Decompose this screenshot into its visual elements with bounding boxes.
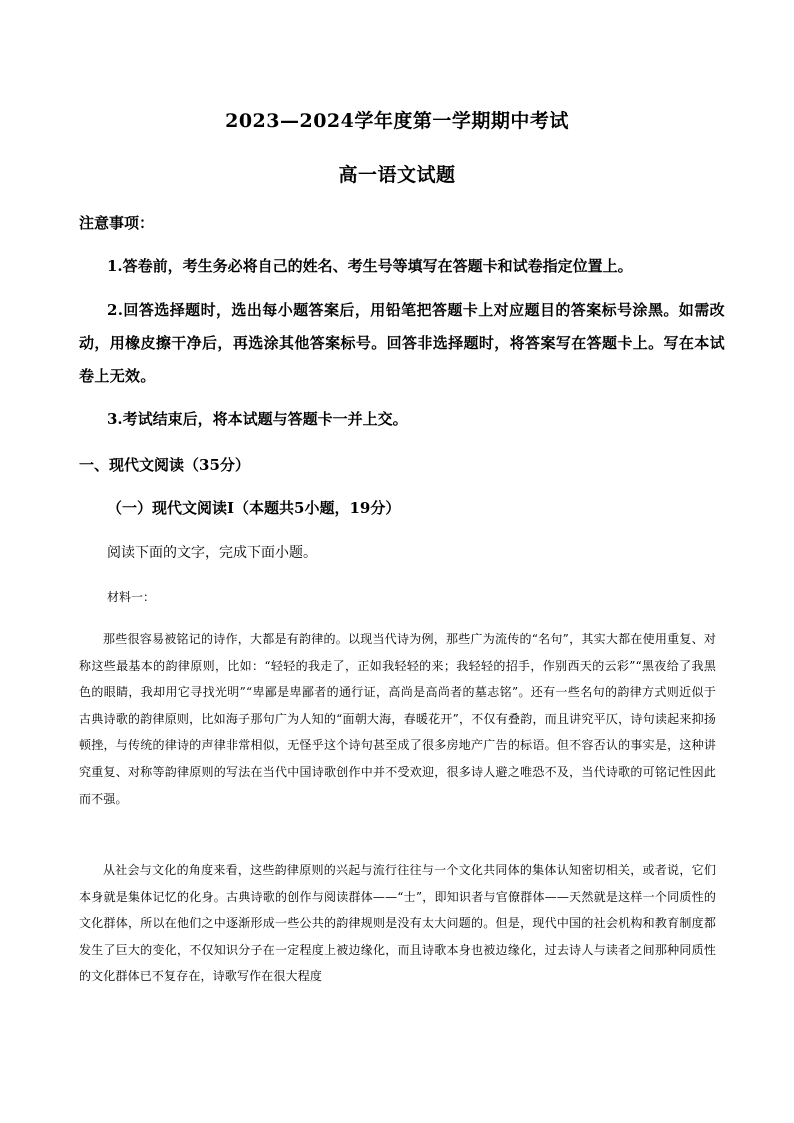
notice-heading: 注意事项： (79, 214, 155, 232)
material-paragraph-1: 那些很容易被铭记的诗作，大都是有韵律的。以现当代诗为例，那些广为流传的“名句”，其实大都在使用重复、对称这些最基本的韵律原则，比如：“轻轻的我走了，正如我轻轻的来；我轻轻的招手，作别西天的云彩”“黑夜给了我黑色的眼睛，我却用它寻找光明”“卑鄙是卑鄙者的通行证，高尚是高尚者的墓志铭”。还有一些名句的韵律方式则近似于古典诗歌的韵律原则，比如海子那句广为人知的“面朝大海，春暖花开”，不仅有叠韵，而且讲究平仄，诗句读起来抑扬顿挫，与传统的律诗的声律非常相似，无怪乎这个诗句甚至成了很多房地产广告的标语。但不容否认的事实是，这种讲究重复、对称等韵律原则的写法在当代中国诗歌创作中并不受欢迎，很多诗人避之唯恐不及，当代诗歌的可铭记性因此而不强。 (79, 632, 716, 806)
exam-title: 2023—2024学年度第一学期期中考试 (225, 110, 569, 132)
section-1-heading: 一、现代文阅读（35分） (79, 456, 250, 474)
material-paragraph-2: 从社会与文化的角度来看，这些韵律原则的兴起与流行往往与一个文化共同体的集体认知密切相关，或者说，它们本身就是集体记忆的化身。古典诗歌的创作与阅读群体——“士”，即知识者与官僚群体——天然就是这样一个同质性的文化群体，所以在他们之中逐渐形成一些公共的韵律规则是没有太大问题的。但是，现代中国的社会机构和教育制度都发生了巨大的变化，不仅知识分子在一定程度上被边缘化，而且诗歌本身也被边缘化，过去诗人与读者之间那种同质性的文化群体已不复存在，诗歌写作在很大程度 (79, 863, 716, 984)
section-1-subheading: （一）现代文阅读Ⅰ（本题共5小题，19分） (107, 499, 401, 517)
notice-item-2: 2.回答选择题时，选出每小题答案后，用铅笔把答题卡上对应题目的答案标号涂黑。如需改动，用橡皮擦干净后，再选涂其他答案标号。回答非选择题时，将答案写在答题卡上。写在本试卷上无效。 (79, 301, 725, 385)
exam-subtitle: 高一语文试题 (338, 164, 456, 186)
material-label: 材料一： (107, 590, 156, 604)
notice-item-3: 3.考试结束后，将本试题与答题卡一并上交。 (107, 410, 408, 428)
reading-instruction: 阅读下面的文字，完成下面小题。 (107, 545, 317, 561)
notice-item-1: 1.答卷前，考生务必将自己的姓名、考生号等填写在答题卡和试卷指定位置上。 (107, 257, 633, 275)
